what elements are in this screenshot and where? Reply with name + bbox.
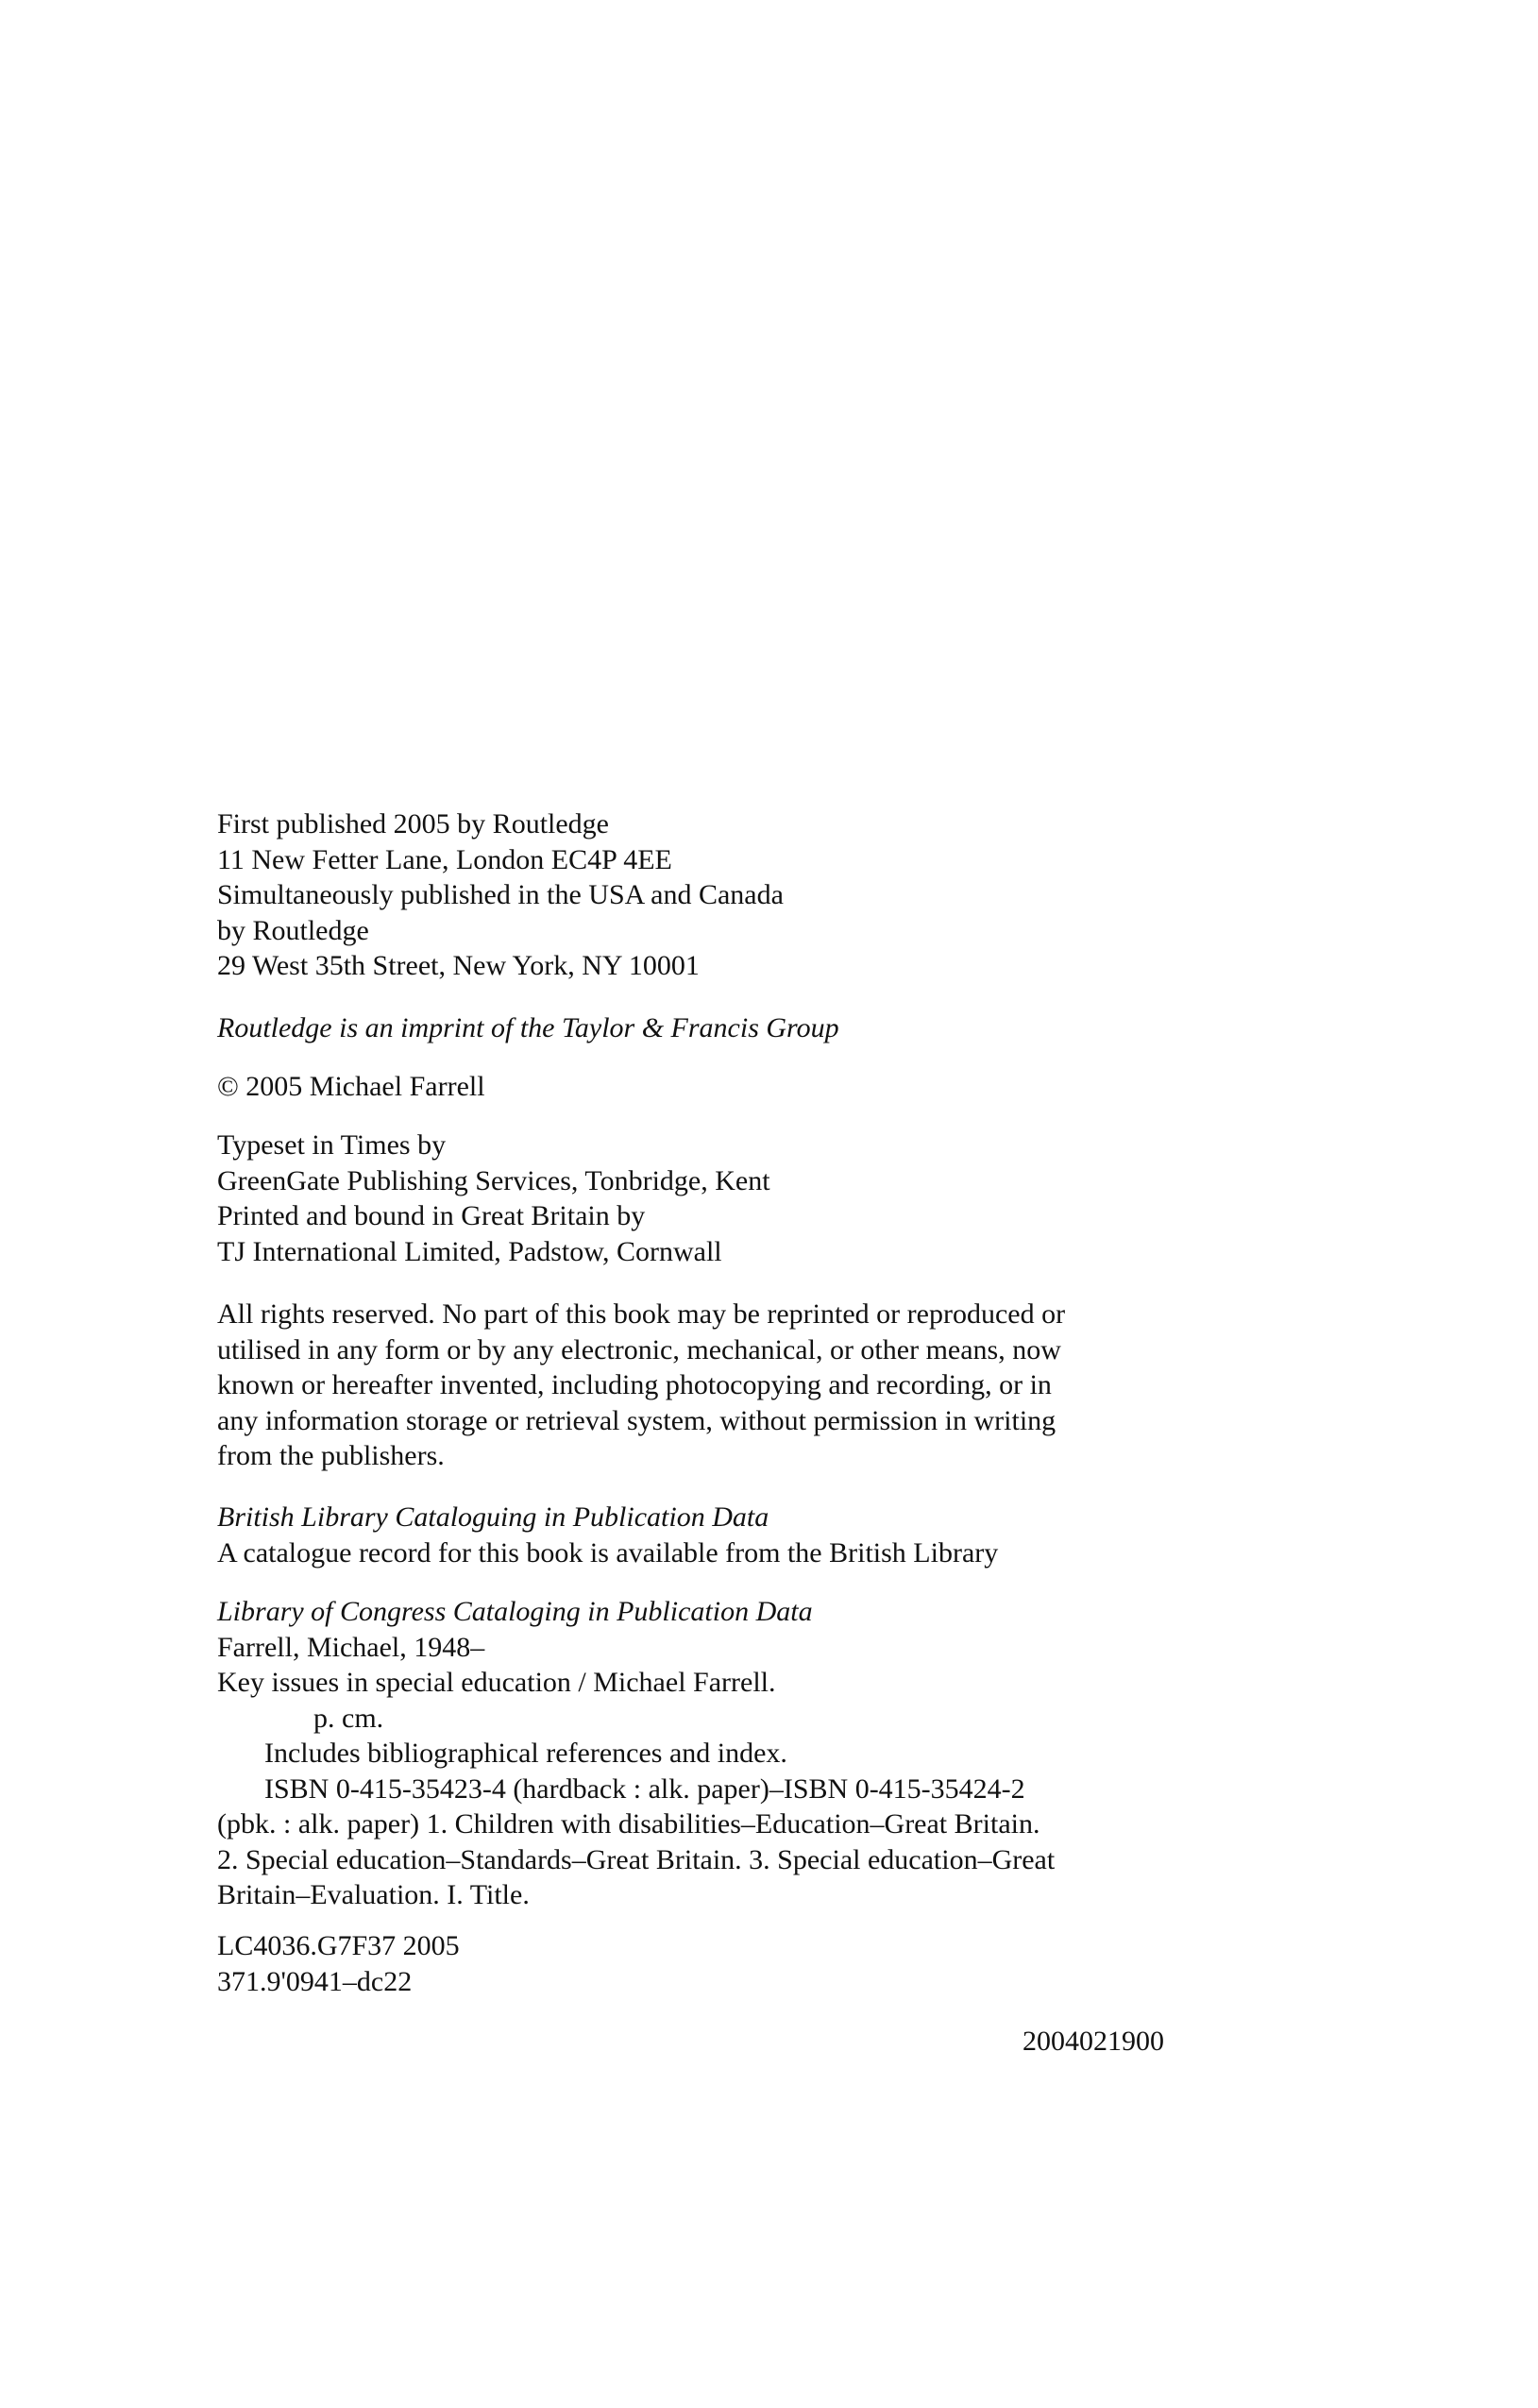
publication-line: by Routledge: [217, 914, 369, 946]
copyright-text: © 2005 Michael Farrell: [217, 1071, 485, 1102]
british-library-heading: British Library Cataloguing in Publication Data: [217, 1501, 769, 1533]
publication-info: [217, 806, 1171, 984]
copyright-notice: [217, 1069, 1171, 1105]
publication-line: Simultaneously published in the USA and Canada: [217, 879, 784, 910]
loc-includes: Includes bibliographical references and index.: [264, 1738, 787, 1769]
loc-isbn-line: 2. Special education–Standards–Great Britain. 3. Special education–Great: [217, 1843, 1056, 1875]
publication-line: First published 2005 by Routledge: [217, 808, 609, 839]
rights-line: from the publishers.: [217, 1440, 445, 1471]
rights-statement: [217, 1297, 1171, 1474]
production-line: Typeset in Times by: [217, 1129, 447, 1161]
publication-line: 29 West 35th Street, New York, NY 10001: [217, 950, 700, 981]
british-library-cip: [217, 1500, 1171, 1570]
publication-line: 11 New Fetter Lane, London EC4P 4EE: [217, 843, 672, 875]
control-number: 2004021900: [1023, 2026, 1164, 2057]
loc-heading: Library of Congress Cataloging in Publication Data: [217, 1596, 813, 1627]
loc-title: Key issues in special education / Michael Farrell.: [217, 1667, 776, 1698]
production-info: [217, 1128, 1171, 1269]
imprint-text: Routledge is an imprint of the Taylor & Francis Group: [217, 1012, 839, 1043]
loc-author: Farrell, Michael, 1948–: [217, 1631, 485, 1663]
loc-isbn-line: Britain–Evaluation. I. Title.: [217, 1879, 530, 1910]
loc-isbn-line: ISBN 0-415-35423-4 (hardback : alk. paper)–ISBN 0-415-35424-2: [264, 1772, 1025, 1805]
rights-line: any information storage or retrieval system, without permission in writing: [217, 1404, 1056, 1436]
call-numbers: [217, 1928, 1171, 1999]
british-library-text: A catalogue record for this book is available from the British Library: [217, 1536, 999, 1569]
rights-line: All rights reserved. No part of this book may be reprinted or reproduced or: [217, 1298, 1066, 1330]
production-line: GreenGate Publishing Services, Tonbridge, Kent: [217, 1164, 770, 1196]
imprint-statement: [217, 1010, 1171, 1046]
call-number: 371.9'0941–dc22: [217, 1965, 413, 1997]
production-line: Printed and bound in Great Britain by: [217, 1200, 646, 1231]
rights-line: utilised in any form or by any electronic, mechanical, or other means, now: [217, 1333, 1061, 1365]
rights-line: known or hereafter invented, including photocopying and recording, or in: [217, 1369, 1052, 1400]
loc-pages: p. cm.: [313, 1702, 384, 1734]
call-number: LC4036.G7F37 2005: [217, 1930, 460, 1961]
loc-isbn-line: (pbk. : alk. paper) 1. Children with disabilities–Education–Great Britain.: [217, 1808, 1040, 1840]
production-line: TJ International Limited, Padstow, Cornwall: [217, 1235, 722, 1267]
loc-cip: [217, 1594, 1171, 1913]
